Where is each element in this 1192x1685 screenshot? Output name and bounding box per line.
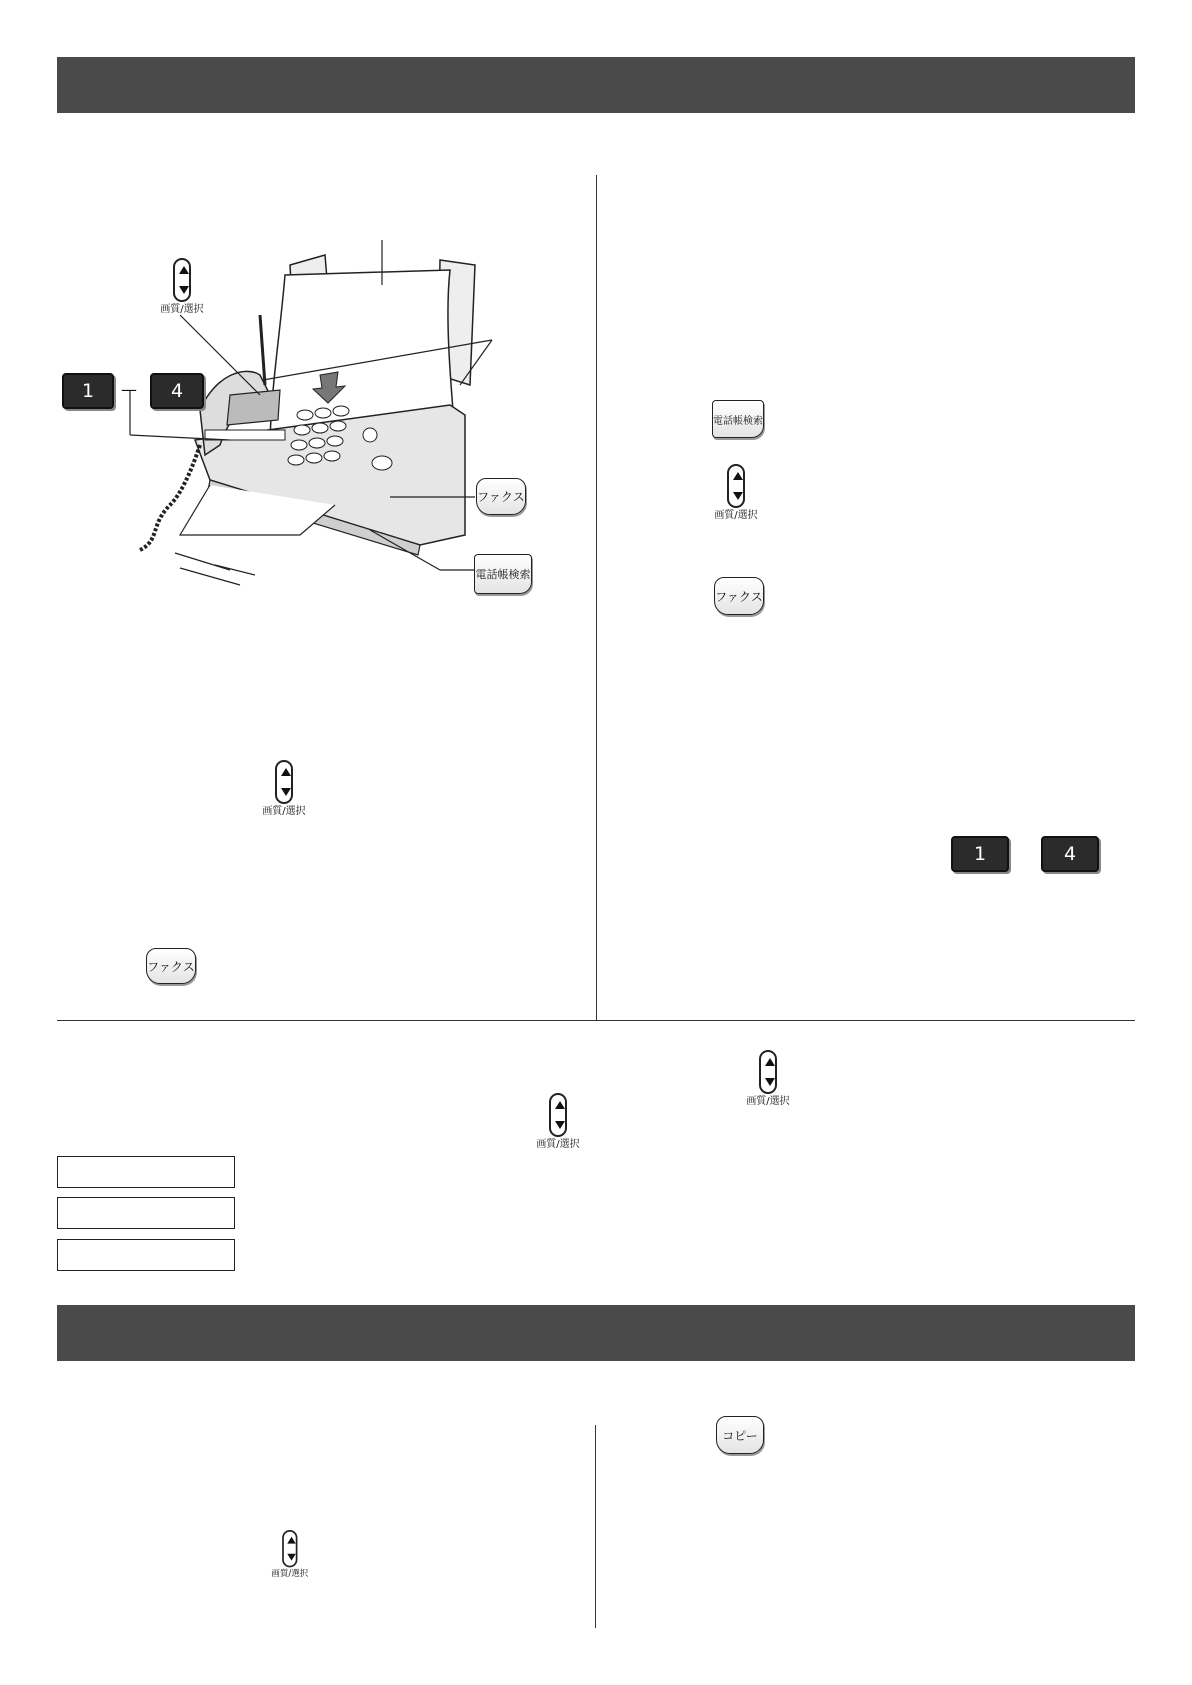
quality-select-key — [154, 258, 214, 320]
quality-select-label: 画質/選択 — [271, 1569, 309, 1579]
quality-select-label: 画質/選択 — [536, 1139, 580, 1150]
phonebook-key: 電話帳検索 — [474, 554, 532, 594]
section-divider — [57, 1020, 1135, 1021]
phonebook-key: 電話帳検索 — [712, 400, 764, 438]
number-key-1: 1 — [62, 373, 114, 409]
quality-select-label: 画質/選択 — [262, 806, 306, 817]
quality-select-label: 画質/選択 — [160, 304, 204, 315]
section-header-bar-bottom — [57, 1305, 1135, 1361]
column-divider-top — [596, 175, 597, 1020]
number-key-range-dash: — — [121, 380, 137, 399]
number-key-1: 1 — [951, 836, 1009, 872]
copy-key: コピー — [716, 1416, 764, 1454]
fax-key: ファクス — [476, 478, 526, 515]
fax-key: ファクス — [714, 577, 764, 615]
number-key-4: 4 — [1041, 836, 1099, 872]
fax-key: ファクス — [146, 948, 196, 984]
option-box-1 — [57, 1156, 235, 1188]
quality-select-key — [740, 1050, 800, 1112]
quality-select-key — [266, 1530, 317, 1583]
option-box-2 — [57, 1197, 235, 1229]
quality-select-key — [708, 464, 768, 526]
quality-select-key — [256, 760, 316, 822]
quality-select-label: 画質/選択 — [746, 1096, 790, 1107]
quality-select-label: 画質/選択 — [714, 510, 758, 521]
number-key-4: 4 — [150, 373, 204, 409]
section-header-bar-top — [57, 57, 1135, 113]
quality-select-key — [530, 1093, 590, 1155]
column-divider-bottom — [595, 1425, 596, 1628]
option-box-3 — [57, 1239, 235, 1271]
